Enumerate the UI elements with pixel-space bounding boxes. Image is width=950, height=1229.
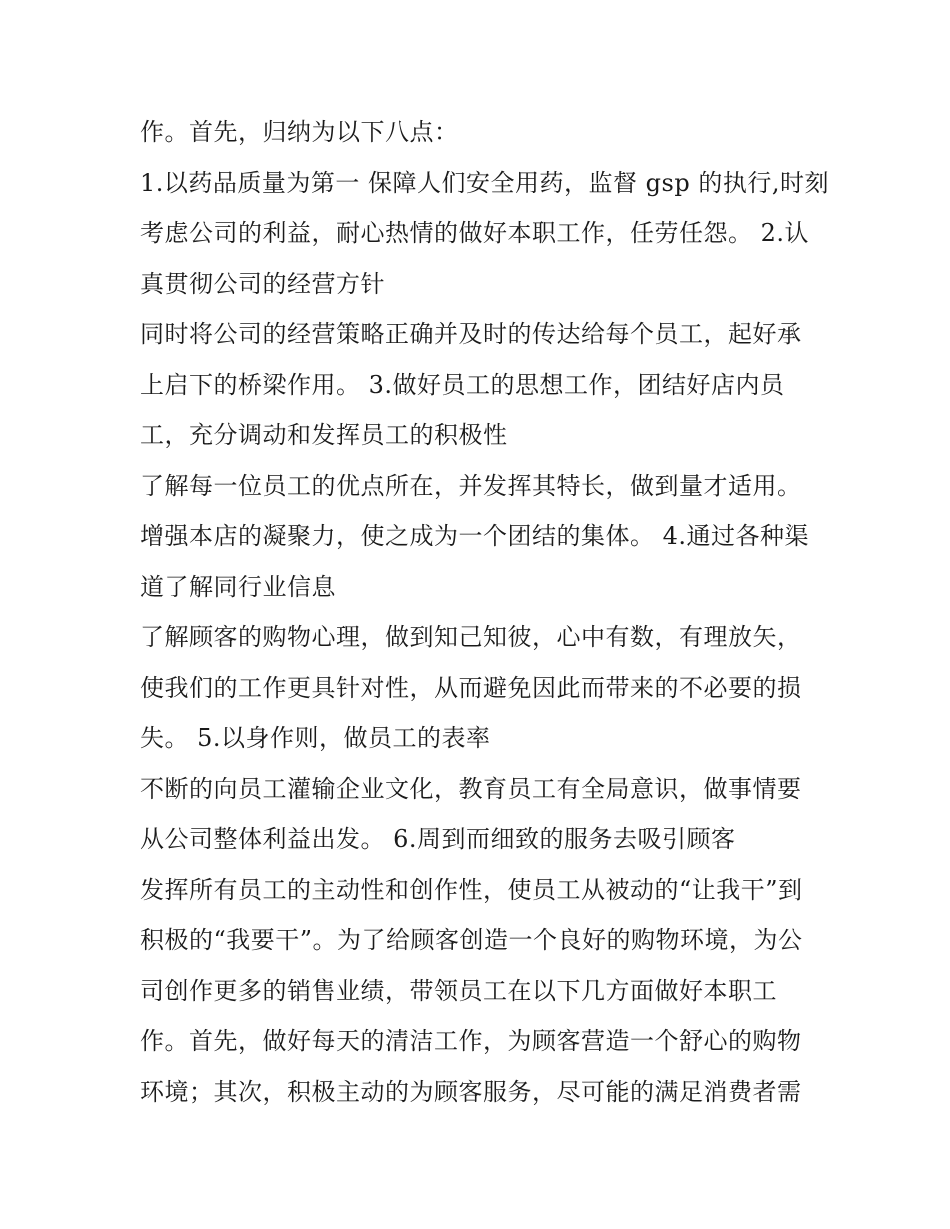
text-line: 了解顾客的购物心理，做到知己知彼，心中有数，有理放矢， xyxy=(140,623,802,651)
text-line: 真贯彻公司的经营方针 xyxy=(140,269,385,298)
text-line: 不断的向员工灌输企业文化，教育员工有全局意识，做事情要 xyxy=(140,774,802,803)
text-line: 1.以药品质量为第一 保障人们安全用药，监督 gsp 的执行,时刻 xyxy=(140,168,829,197)
text-line: 道了解同行业信息 xyxy=(140,572,336,601)
text-line: 失。 5.以身作则，做员工的表率 xyxy=(140,724,491,752)
text-line: 环境；其次，积极主动的为顾客服务，尽可能的满足消费者需 xyxy=(140,1077,802,1106)
text-line: 作。首先，做好每天的清洁工作，为顾客营造一个舒心的购物 xyxy=(140,1027,802,1055)
text-line: 了解每一位员工的优点所在，并发挥其特长，做到量才适用。 xyxy=(140,471,802,500)
text-line: 增强本店的凝聚力，使之成为一个团结的集体。 4.通过各种渠 xyxy=(140,522,810,550)
text-line: 发挥所有员工的主动性和创作性，使员工从被动的“让我干”到 xyxy=(140,875,803,904)
text-line: 上启下的桥梁作用。 3.做好员工的思想工作，团结好店内员 xyxy=(140,370,785,399)
document-body xyxy=(140,107,829,1117)
text-line: 考虑公司的利益，耐心热情的做好本职工作，任劳任怨。 2.认 xyxy=(140,219,810,247)
text-line: 工，充分调动和发挥员工的积极性 xyxy=(140,421,508,449)
text-line: 从公司整体利益出发。 6.周到而细致的服务去吸引顾客 xyxy=(140,825,736,853)
text-line: 作。首先，归纳为以下八点： xyxy=(140,118,459,146)
text-line: 积极的“我要干”。为了给顾客创造一个良好的购物环境，为公 xyxy=(140,926,803,954)
text-line: 使我们的工作更具针对性，从而避免因此而带来的不必要的损 xyxy=(140,673,802,702)
text-line: 同时将公司的经营策略正确并及时的传达给每个员工，起好承 xyxy=(140,320,802,348)
text-line: 司创作更多的销售业绩，带领员工在以下几方面做好本职工 xyxy=(140,976,777,1005)
